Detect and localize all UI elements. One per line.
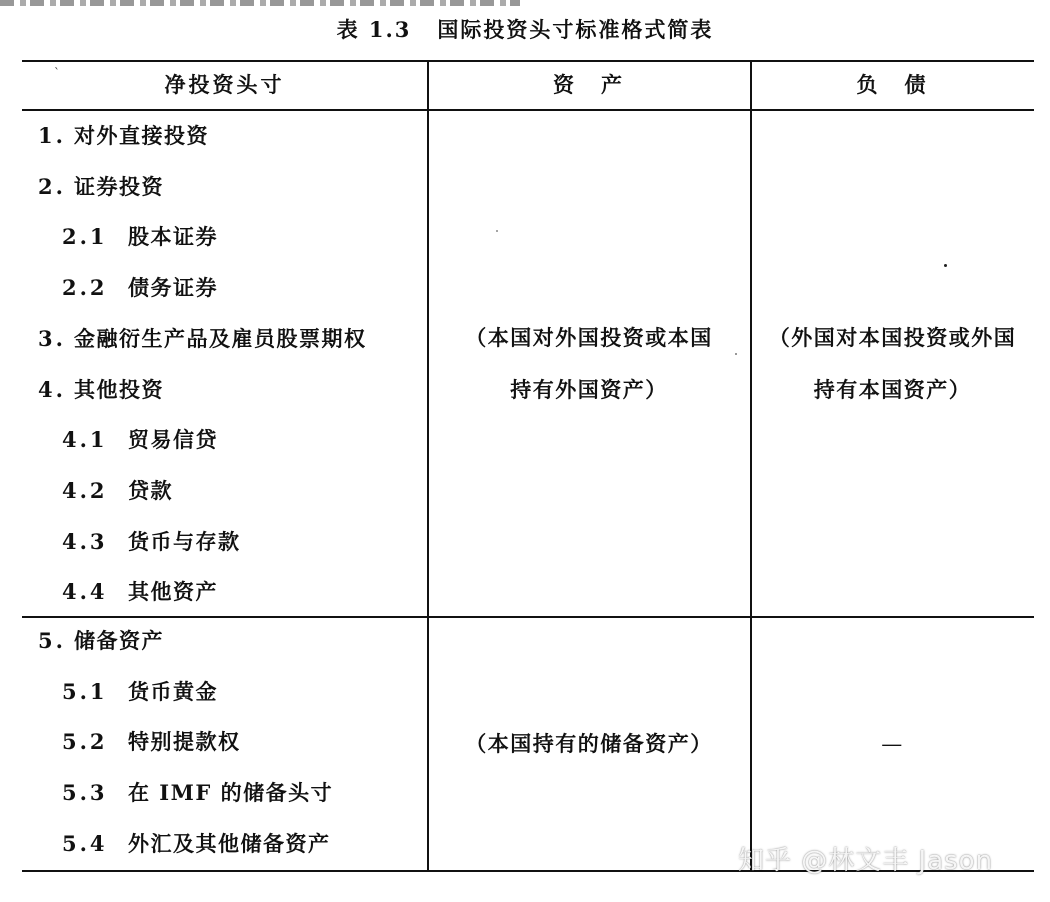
row-label: 其他资产 [128,579,218,605]
table-row [62,273,218,303]
row-code: 5.3 [62,780,108,806]
row-label: 对外直接投资 [74,123,209,148]
table-title: 国际投资头寸标准格式简表 [437,17,714,42]
row-code: 4.3 [62,528,108,554]
table-row [62,425,218,455]
row-code: 4. [38,376,66,402]
table-number: 表 1.3 [336,17,412,42]
row-label: 贸易信贷 [128,427,218,453]
row-label: 贷款 [128,477,173,503]
row-label: 货币与存款 [128,528,241,554]
row-code: 2.2 [62,275,108,301]
table-row [38,626,164,656]
table-row [38,121,209,151]
table-row [38,324,367,354]
row-label: 证券投资 [74,173,164,199]
table-row [62,829,331,859]
row-label: 外汇及其他储备资产 [128,830,331,856]
row-code: 4.1 [62,427,108,453]
table-row [62,527,241,557]
scan-speck [496,230,498,232]
table-row [62,677,218,707]
row-code: 2. [38,173,66,199]
group1-liabilities-cell [751,312,1034,416]
row-code: 5.2 [62,729,108,755]
row-label: 储备资产 [74,628,164,653]
row-code: 4.4 [62,579,108,605]
table-caption [0,14,1050,44]
row-label: 其他投资 [74,376,164,402]
table-row [38,172,164,202]
row-code: 2.1 [62,224,108,250]
group1-assets-line-2: 持有外国资产） [510,377,668,402]
group2-liabilities-cell: — [881,732,904,756]
table-row [38,375,164,405]
row-code: 3. [38,325,66,351]
table-row [62,222,218,252]
table-row [62,577,218,607]
watermark-text: 知乎 @林文丰 Jason [738,846,994,876]
row-code: 5.1 [62,678,108,704]
row-code: 5. [38,628,66,653]
group-divider-rule [22,616,1034,618]
table-row [62,727,241,757]
header-assets: 资 产 [553,72,625,97]
row-label: 特别提款权 [128,729,241,755]
row-label: 股本证券 [128,224,218,250]
group2-assets-cell: （本国持有的储备资产） [465,731,713,756]
row-label: 货币黄金 [128,678,218,704]
row-label: 金融衍生产品及雇员股票期权 [74,325,367,351]
scan-speck [944,264,947,267]
row-label: 在 IMF 的储备头寸 [128,780,334,806]
group1-assets-cell [428,312,750,416]
table-row [62,778,333,808]
header-rule [22,109,1034,111]
row-code: 5.4 [62,830,108,856]
group1-liabilities-line-2: 持有本国资产） [813,377,972,402]
group1-liabilities-line-1: （外国对本国投资或外国 [768,325,1017,350]
scan-speck [735,353,737,355]
row-code: 4.2 [62,477,108,503]
table-row [62,476,173,506]
scan-mark: ˋ [54,66,60,80]
header-liabilities: 负 债 [856,72,929,97]
cropped-previous-text [0,0,520,6]
header-net-position: 净投资头寸 [164,72,285,97]
row-code: 1. [38,123,66,148]
row-label: 债务证券 [128,275,218,301]
group1-assets-line-1: （本国对外国投资或本国 [465,325,713,350]
